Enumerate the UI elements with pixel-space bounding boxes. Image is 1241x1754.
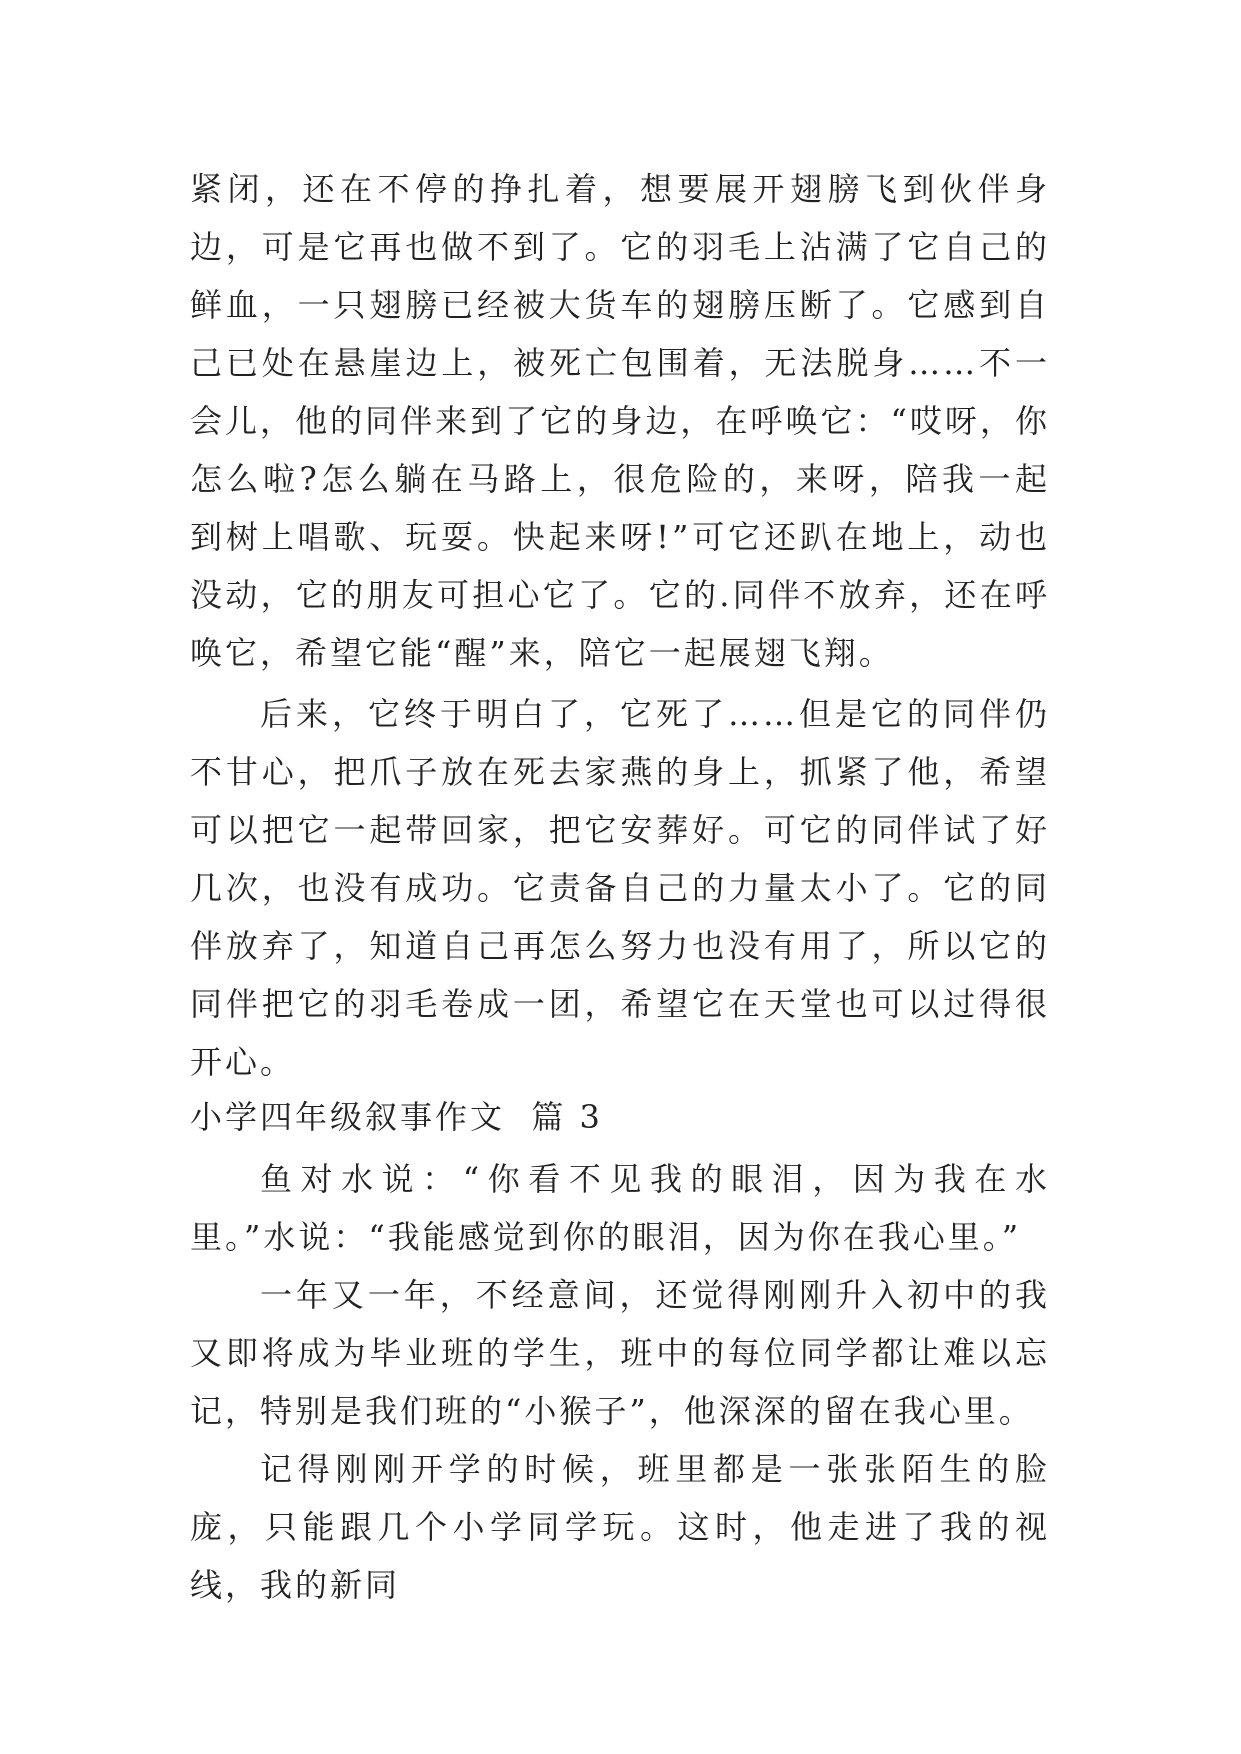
text-block-2 [190,685,1050,1091]
paragraph-4: 一年又一年，不经意间，还觉得刚刚升入初中的我又即将成为毕业班的学生，班中的每位同学都让难以忘记，特别是我们班的“小猴子”，他深深的留在我心里。 [190,1276,1050,1430]
paragraph-3: 鱼对水说：“你看不见我的眼泪，因为我在水里。”水说：“我能感觉到你的眼泪，因为你在我心里。” [190,1160,1050,1256]
paragraph-1: 紧闭，还在不停的挣扎着，想要展开翅膀飞到伙伴身边，可是它再也做不到了。它的羽毛上沾满了它自己的鲜血，一只翅膀已经被大货车的翅膀压断了。它感到自己已处在悬崖边上，被死亡包围着，无法脱身……不一会儿，他的同伴来到了它的身边，在呼唤它：“哎呀，你怎么啦?怎么躺在马路上，很危险的，来呀，陪我一起到树上唱歌、玩耍。快起来呀!”可它还趴在地上，动也没动，它的朋友可担心它了。它的.同伴不放弃，还在呼唤它，希望它能“醒”来，陪它一起展翅飞翔。 [190,170,1050,672]
text-block-1 [190,160,1050,682]
paragraph-2: 后来，它终于明白了，它死了……但是它的同伴仍不甘心，把爪子放在死去家燕的身上，抓紧了他，希望可以把它一起带回家，把它安葬好。可它的同伴试了好几次，也没有成功。它责备自己的力量太小了。它的同伴放弃了，知道自己再怎么努力也没有用了，所以它的同伴把它的羽毛卷成一团，希望它在天堂也可以过得很开心。 [190,695,1050,1081]
text-block-3 [190,1150,1050,1614]
paragraph-5: 记得刚刚开学的时候，班里都是一张张陌生的脸庞，只能跟几个小学同学玩。这时，他走进了我的视线，我的新同 [190,1450,1050,1604]
section-heading: 小学四年级叙事作文 篇 3 [190,1098,603,1136]
